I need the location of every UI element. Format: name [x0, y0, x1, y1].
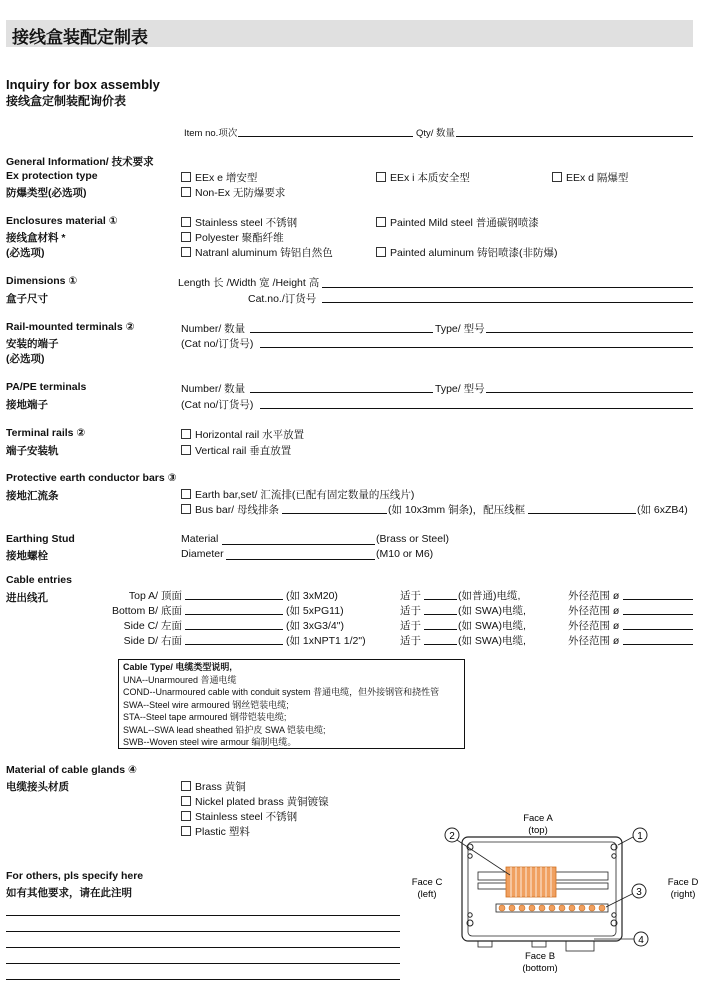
cable-face: Top A/ 顶面: [128, 590, 182, 602]
general-heading: General Information/ 技术要求: [6, 156, 154, 168]
cable-type-field[interactable]: [424, 614, 457, 615]
checkbox[interactable]: [181, 811, 191, 821]
pape-type-label: Type/ 型号: [435, 383, 485, 395]
qty-field[interactable]: [456, 136, 693, 137]
cable-note-line: COND--Unarmoured cable with conduit system 普通电缆，但外接钢管和挠性管: [123, 687, 440, 697]
cable-entry-field[interactable]: [185, 614, 283, 615]
cable-range-field[interactable]: [623, 614, 693, 615]
box-diagram: [400, 805, 722, 981]
pe-bars-label-cn: 接地汇流条: [6, 490, 59, 502]
cable-label-cn: 进出线孔: [6, 592, 48, 604]
cable-note-line: UNA--Unarmoured 普通电缆: [123, 674, 237, 685]
ex-label-cn: 防爆类型(必选项): [6, 187, 87, 199]
checkbox[interactable]: [181, 781, 191, 791]
pape-label-en: PA/PE terminals: [6, 381, 87, 393]
dimensions-label-cn: 盒子尺寸: [6, 293, 48, 305]
cable-note-title: Cable Type/ 电缆类型说明,: [123, 662, 232, 672]
terminal-rails-label-cn: 端子安装轨: [6, 445, 59, 457]
rail-type-field[interactable]: [486, 332, 693, 333]
inquiry-title-cn: 接线盒定制装配询价表: [6, 94, 127, 108]
rail-number-label: Number/ 数量: [181, 323, 246, 335]
cable-type-field[interactable]: [424, 629, 457, 630]
checkbox[interactable]: [181, 187, 191, 197]
callout-4-number: 4: [638, 935, 644, 946]
cable-apply: 适于: [400, 620, 421, 632]
screw-icon: [612, 913, 616, 917]
terminal-rails-label-en: Terminal rails ②: [6, 427, 86, 439]
cable-type-field[interactable]: [424, 599, 457, 600]
cable-example: (如 3xM20): [286, 590, 338, 602]
terminal-rails-horizontal[interactable]: Horizontal rail 水平放置: [181, 427, 304, 442]
enclosure-label-cn2: (必选项): [6, 247, 45, 259]
enclosure-option-natural-al[interactable]: Natranl aluminum 铸铝自然色: [181, 245, 333, 260]
ex-option-nonex[interactable]: Non-Ex 无防爆要求: [181, 185, 285, 200]
pe-bars-label-en: Protective earth conductor bars ③: [6, 472, 177, 484]
checkbox[interactable]: [376, 247, 386, 257]
face-c-sub: (left): [417, 889, 437, 900]
cable-apply: 适于: [400, 635, 421, 647]
stud-diameter-label: Diameter: [181, 548, 224, 560]
face-b-label: Face B: [524, 951, 556, 962]
item-no-label: Item no.项次: [184, 128, 238, 139]
cable-example: (如 1xNPT1 1/2"): [286, 635, 366, 647]
callout-2-number: 2: [449, 831, 455, 842]
cable-range-label: 外径范围 ø: [568, 590, 620, 602]
stud-diameter-field[interactable]: [226, 559, 375, 560]
others-line[interactable]: [6, 947, 400, 948]
stud-material-label: Material: [181, 533, 219, 545]
checkbox[interactable]: [181, 796, 191, 806]
checkbox[interactable]: [181, 445, 191, 455]
rail-label-cn2: (必选项): [6, 353, 45, 365]
cable-range-label: 外径范围 ø: [568, 635, 620, 647]
dimensions-cat-label: Cat.no./订货号: [248, 293, 317, 305]
others-label-en: For others, pls specify here: [6, 870, 144, 882]
pape-cat-field[interactable]: [260, 408, 693, 409]
stud-label-cn: 接地螺栓: [6, 550, 48, 562]
cable-type-hint: (如 SWA)电缆,: [458, 605, 526, 617]
gland-icon: [478, 941, 492, 947]
cable-entry-field[interactable]: [185, 599, 283, 600]
enclosure-option-stainless[interactable]: Stainless steel 不锈钢: [181, 215, 297, 230]
item-no-field[interactable]: [238, 136, 413, 137]
glands-label-en: Material of cable glands ④: [6, 764, 137, 776]
cable-entry-field[interactable]: [185, 644, 283, 645]
cable-face: Side C/ 左面: [123, 620, 182, 632]
face-b-sub: (bottom): [522, 963, 558, 974]
checkbox[interactable]: [181, 429, 191, 439]
checkbox[interactable]: [181, 232, 191, 242]
cable-note-line: SWA--Steel wire armoured 钢丝铠装电缆;: [123, 699, 289, 710]
rail-cat-label: (Cat no/订货号): [181, 338, 254, 350]
ex-option-eexe[interactable]: EEx e 增安型: [181, 170, 257, 185]
cable-range-label: 外径范围 ø: [568, 605, 620, 617]
others-line[interactable]: [6, 931, 400, 932]
cable-example: (如 5xPG11): [286, 605, 344, 617]
face-d-sub: (right): [670, 889, 696, 900]
face-c-label: Face C: [411, 877, 443, 888]
glands-option-brass[interactable]: Brass 黄铜: [181, 779, 246, 794]
cable-type-hint: (如 SWA)电缆,: [458, 635, 526, 647]
inquiry-title-en: Inquiry for box assembly: [6, 77, 160, 92]
pape-label-cn: 接地端子: [6, 399, 48, 411]
others-label-cn: 如有其他要求，请在此注明: [6, 887, 132, 899]
cable-apply: 适于: [400, 605, 421, 617]
qty-label: Qty/ 数量: [416, 128, 456, 139]
cable-range-label: 外径范围 ø: [568, 620, 620, 632]
page-title: 接线盒装配定制表: [12, 28, 148, 47]
face-a-label: Face A: [523, 813, 553, 824]
cable-example: (如 3xG3/4"): [286, 620, 344, 632]
ex-option-eexd[interactable]: EEx d 隔爆型: [552, 170, 628, 185]
glands-option-stainless[interactable]: Stainless steel 不锈钢: [181, 809, 297, 824]
dimensions-cat-field[interactable]: [322, 302, 693, 303]
cable-type-hint: (如 SWA)电缆,: [458, 620, 526, 632]
enclosure-label-cn: 接线盒材料 *: [6, 232, 66, 244]
title-bar: [6, 20, 693, 47]
others-line[interactable]: [6, 963, 400, 964]
checkbox[interactable]: [376, 172, 386, 182]
dimensions-lwh-field[interactable]: [322, 287, 693, 288]
cable-type-field[interactable]: [424, 644, 457, 645]
checkbox[interactable]: [181, 489, 191, 499]
pape-number-field[interactable]: [250, 392, 433, 393]
cable-face: Bottom B/ 底面: [111, 605, 182, 617]
enclosure-option-painted-al[interactable]: Painted aluminum 铸铝喷漆(非防爆): [376, 245, 557, 260]
checkbox[interactable]: [181, 172, 191, 182]
stud-material-hint: (Brass or Steel): [376, 533, 449, 545]
glands-label-cn: 电缆接头材质: [6, 781, 69, 793]
rail-type-label: Type/ 型号: [435, 323, 485, 335]
glands-option-nickel[interactable]: Nickel plated brass 黄铜镀镍: [181, 794, 329, 809]
terminal-rails-vertical[interactable]: Vertical rail 垂直放置: [181, 443, 291, 458]
glands-option-plastic[interactable]: Plastic 塑料: [181, 824, 250, 839]
others-line[interactable]: [6, 979, 400, 980]
cable-apply: 适于: [400, 590, 421, 602]
rail-cat-field[interactable]: [260, 347, 693, 348]
bus-bar-field[interactable]: [282, 513, 387, 514]
checkbox[interactable]: [181, 504, 191, 514]
cable-face: Side D/ 右面: [123, 635, 182, 647]
cable-note-line: STA--Steel tape armoured 钢带铠装电缆;: [123, 712, 287, 722]
callout-leader: [457, 840, 510, 875]
ex-option-eexi[interactable]: EEx i 本质安全型: [376, 170, 470, 185]
cable-type-hint: (如普通)电缆,: [458, 590, 521, 602]
rail-label-en: Rail-mounted terminals ②: [6, 321, 135, 333]
earth-bar-clamps: [499, 905, 605, 911]
pape-number-label: Number/ 数量: [181, 383, 246, 395]
stud-label-en: Earthing Stud: [6, 533, 75, 545]
cable-range-field[interactable]: [623, 629, 693, 630]
crimp-frame-field[interactable]: [528, 513, 636, 514]
screw-icon: [468, 913, 472, 917]
cable-label-en: Cable entries: [6, 574, 72, 586]
enclosure-option-mild-steel[interactable]: Painted Mild steel 普通碳钢喷漆: [376, 215, 539, 230]
cable-note-line: SWB--Woven steel wire armour 编制电缆。: [123, 737, 297, 747]
cable-entry-field[interactable]: [185, 629, 283, 630]
bus-bar-hint: (如 10x3mm 铜条)，配压线框: [388, 504, 526, 516]
screw-icon: [612, 854, 616, 858]
checkbox[interactable]: [181, 247, 191, 257]
checkbox[interactable]: [376, 217, 386, 227]
ex-label-en: Ex protection type: [6, 170, 98, 182]
dimensions-label-en: Dimensions ①: [6, 275, 78, 287]
gland-icon: [566, 941, 594, 951]
callout-1-number: 1: [637, 831, 643, 842]
checkbox[interactable]: [552, 172, 562, 182]
rail-label-cn: 安装的端子: [6, 338, 59, 350]
cable-note-line: SWAL--SWA lead sheathed 铅护皮 SWA 铠装电缆;: [123, 724, 326, 735]
checkbox[interactable]: [181, 217, 191, 227]
pe-bars-bus-bar[interactable]: Bus bar/ 母线排条: [181, 502, 279, 517]
face-d-label: Face D: [667, 877, 699, 888]
enclosure-label-en: Enclosures material ①: [6, 215, 118, 227]
enclosure-option-polyester[interactable]: Polyester 聚酯纤维: [181, 230, 284, 245]
pape-cat-label: (Cat no/订货号): [181, 399, 254, 411]
stud-material-field[interactable]: [222, 544, 375, 545]
screw-icon: [468, 854, 472, 858]
callout-leader: [606, 894, 632, 907]
callout-3-number: 3: [636, 887, 642, 898]
gland-icon: [532, 941, 546, 947]
pape-type-field[interactable]: [486, 392, 693, 393]
pe-bars-earth-bar[interactable]: Earth bar,set/ 汇流排(已配有固定数量的压线片): [181, 487, 414, 502]
stud-diameter-hint: (M10 or M6): [376, 548, 434, 560]
dimensions-lwh-label: Length 长 /Width 宽 /Height 高: [178, 277, 320, 289]
cable-type-note: [118, 659, 465, 749]
rail-number-field[interactable]: [250, 332, 433, 333]
cable-range-field[interactable]: [623, 599, 693, 600]
others-line[interactable]: [6, 915, 400, 916]
cable-range-field[interactable]: [623, 644, 693, 645]
face-a-sub: (top): [528, 825, 548, 836]
crimp-frame-hint: (如 6xZB4): [637, 504, 688, 516]
checkbox[interactable]: [181, 826, 191, 836]
